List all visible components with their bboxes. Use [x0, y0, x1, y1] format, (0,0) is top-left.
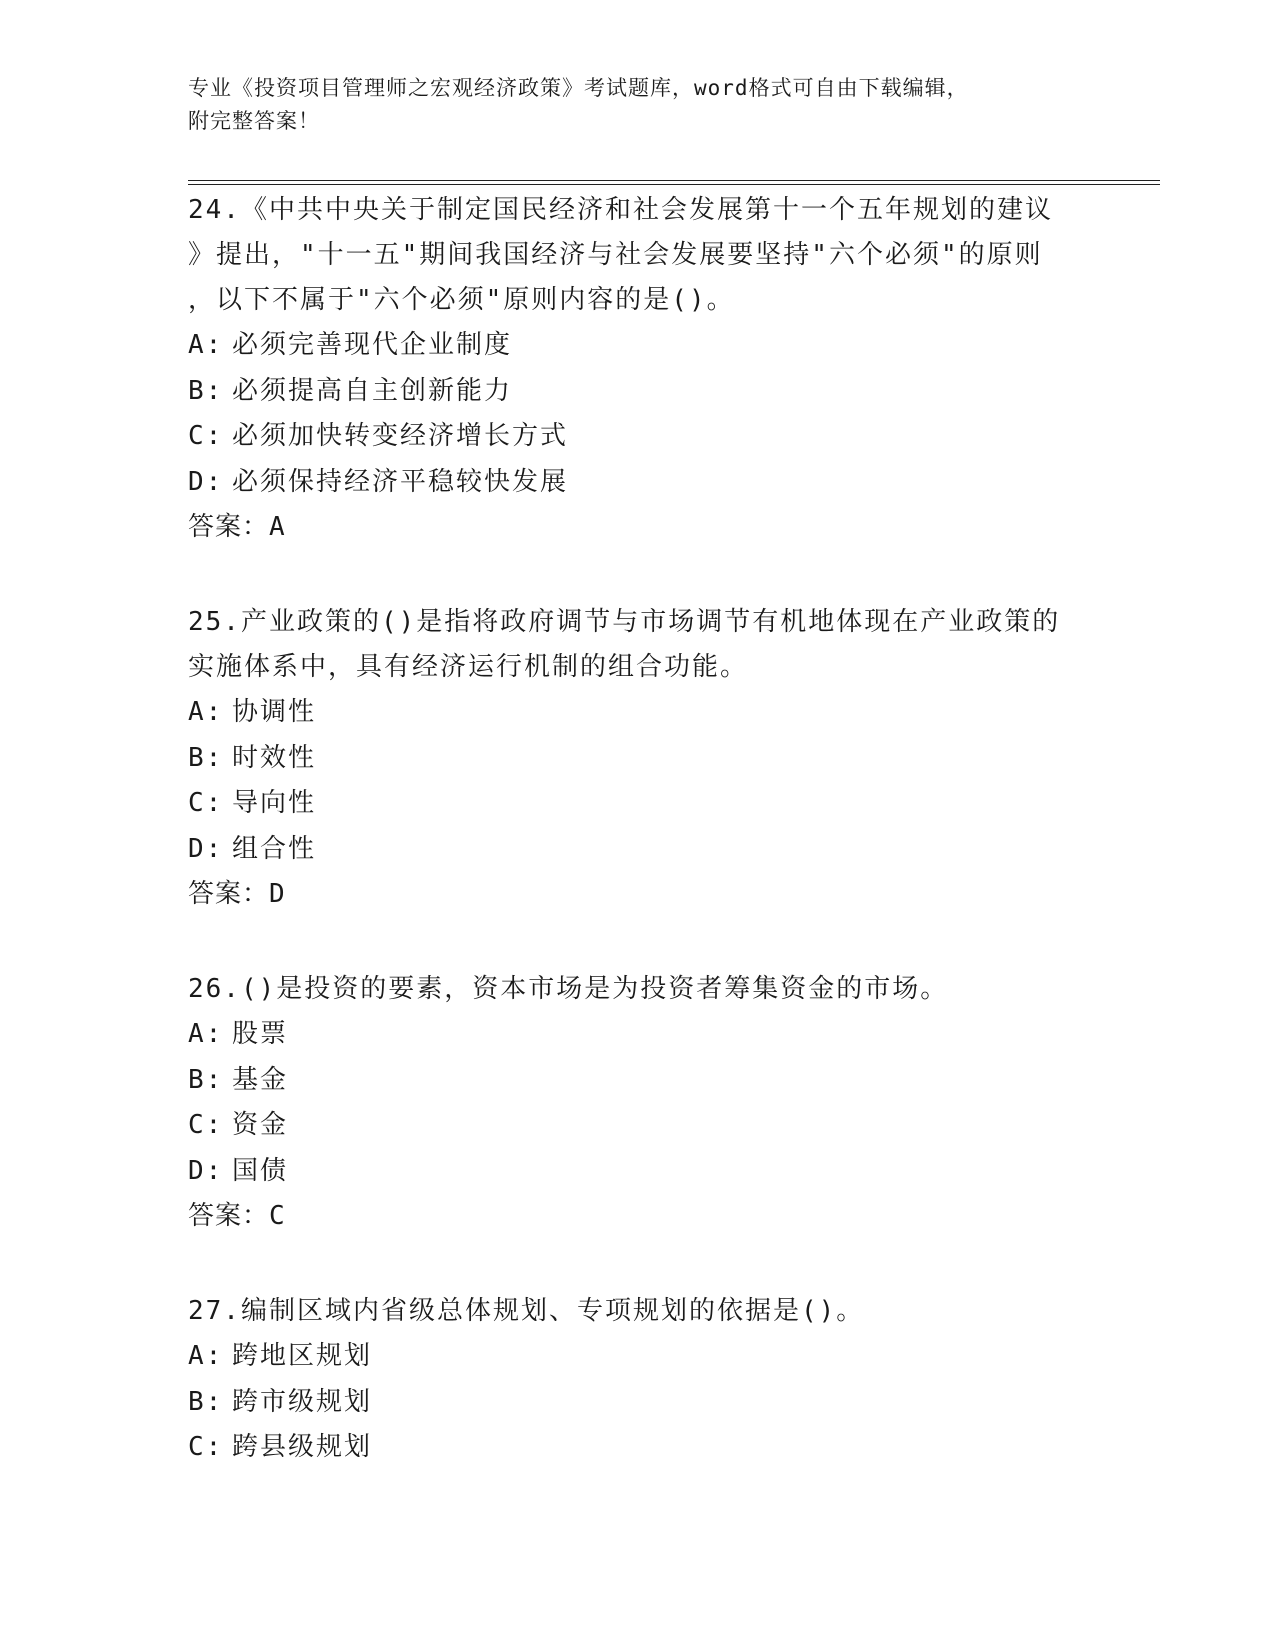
- option-key: B:: [188, 1386, 224, 1417]
- option-text: 必须加快转变经济增长方式: [232, 421, 569, 451]
- answer-value: D: [269, 879, 286, 909]
- option-c: [188, 781, 1088, 827]
- option-b: [188, 736, 1088, 782]
- option-key: D:: [188, 833, 224, 864]
- option-key: C:: [188, 1432, 224, 1462]
- answer-label: 答案：: [188, 879, 270, 909]
- option-text: 时效性: [232, 742, 317, 773]
- option-text: 跨县级规划: [232, 1432, 373, 1462]
- question-stem: [188, 188, 1088, 323]
- question-stem: [188, 967, 1088, 1012]
- option-key: A:: [188, 697, 224, 727]
- answer-label: 答案：: [188, 512, 270, 542]
- question-spacer: [188, 1239, 1088, 1289]
- header-line-2: 附完整答案！: [188, 109, 320, 133]
- option-c: [188, 414, 1088, 460]
- option-b: [188, 369, 1088, 415]
- option-a: [188, 323, 1088, 369]
- option-key: B:: [188, 375, 224, 406]
- option-key: B:: [188, 742, 224, 773]
- answer-value: A: [269, 512, 286, 542]
- option-key: C:: [188, 421, 224, 451]
- answer-value: C: [269, 1201, 286, 1231]
- option-d: [188, 827, 1088, 873]
- header-divider: [188, 180, 1160, 185]
- option-text: 基金: [232, 1064, 289, 1095]
- question-26: [188, 967, 1088, 1239]
- answer-line: [188, 1194, 1088, 1239]
- stem-line: ，以下不属于"六个必须"原则内容的是()。: [188, 285, 735, 315]
- question-27: [188, 1289, 1088, 1471]
- option-a: [188, 1334, 1088, 1380]
- option-b: [188, 1058, 1088, 1104]
- option-key: D:: [188, 466, 224, 497]
- option-c: [188, 1425, 1088, 1471]
- option-text: 组合性: [232, 833, 317, 864]
- option-a: [188, 1012, 1088, 1058]
- question-24: [188, 188, 1088, 550]
- option-key: C:: [188, 1110, 224, 1140]
- option-key: D:: [188, 1155, 224, 1186]
- answer-line: [188, 872, 1088, 917]
- option-d: [188, 460, 1088, 506]
- question-list: [188, 188, 1088, 1471]
- answer-label: 答案：: [188, 1201, 270, 1231]
- stem-line: 》提出，"十一五"期间我国经济与社会发展要坚持"六个必须"的原则: [188, 240, 1043, 270]
- option-text: 股票: [232, 1019, 289, 1049]
- option-d: [188, 1149, 1088, 1195]
- option-key: A:: [188, 1019, 224, 1049]
- question-stem: [188, 1289, 1088, 1334]
- question-25: [188, 600, 1088, 917]
- option-key: A:: [188, 1341, 224, 1371]
- option-text: 必须完善现代企业制度: [232, 330, 513, 360]
- option-text: 导向性: [232, 788, 317, 818]
- document-header: [188, 72, 1068, 138]
- option-key: B:: [188, 1064, 224, 1095]
- option-text: 跨市级规划: [232, 1386, 373, 1417]
- option-text: 资金: [232, 1110, 289, 1140]
- stem-line: 26.()是投资的要素，资本市场是为投资者筹集资金的市场。: [188, 974, 949, 1004]
- option-text: 必须保持经济平稳较快发展: [232, 466, 569, 497]
- option-key: A:: [188, 330, 224, 360]
- stem-line: 27.编制区域内省级总体规划、专项规划的依据是()。: [188, 1296, 865, 1326]
- header-line-1: 专业《投资项目管理师之宏观经济政策》考试题库，word格式可自由下载编辑，: [188, 76, 969, 100]
- option-key: C:: [188, 788, 224, 818]
- option-text: 国债: [232, 1155, 289, 1186]
- answer-line: [188, 505, 1088, 550]
- stem-line: 25.产业政策的()是指将政府调节与市场调节有机地体现在产业政策的: [188, 607, 1061, 637]
- option-text: 协调性: [232, 697, 317, 727]
- option-c: [188, 1103, 1088, 1149]
- stem-line: 24.《中共中央关于制定国民经济和社会发展第十一个五年规划的建议: [188, 195, 1053, 225]
- question-spacer: [188, 917, 1088, 967]
- option-a: [188, 690, 1088, 736]
- option-text: 跨地区规划: [232, 1341, 373, 1371]
- question-stem: [188, 600, 1088, 690]
- option-b: [188, 1380, 1088, 1426]
- question-spacer: [188, 550, 1088, 600]
- stem-line: 实施体系中，具有经济运行机制的组合功能。: [188, 652, 749, 682]
- option-text: 必须提高自主创新能力: [232, 375, 513, 406]
